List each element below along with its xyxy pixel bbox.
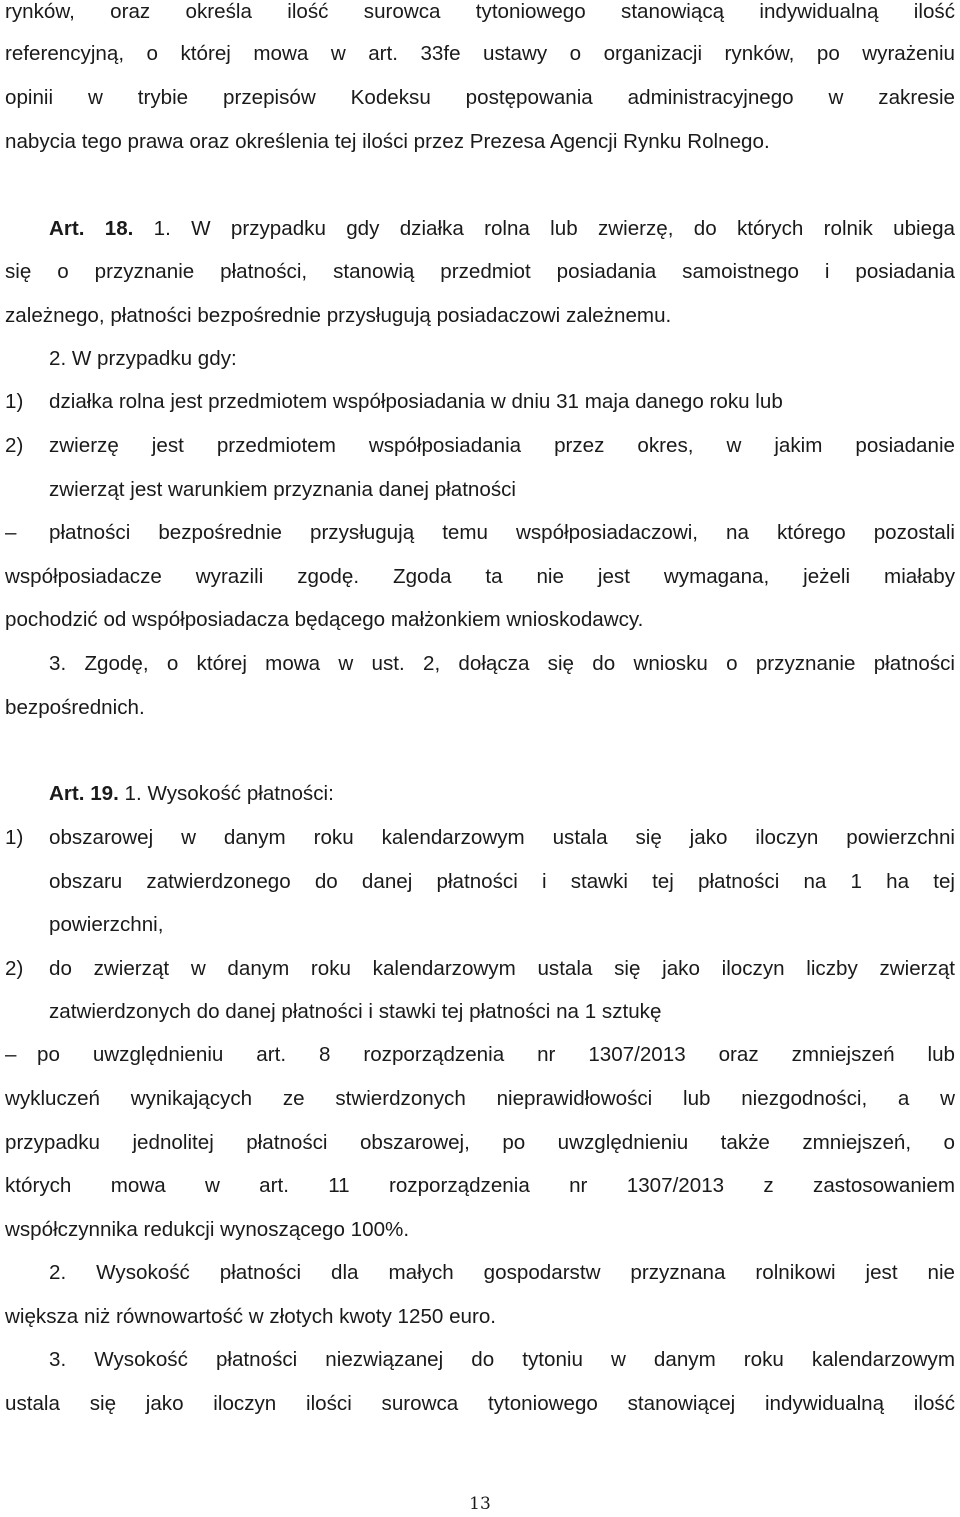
dash-marker: – (5, 1043, 17, 1066)
list-item-continuation: zatwierdzonych do danej płatności i stawki tej płatności na 1 sztukę (49, 1000, 662, 1023)
paragraph-line: po uwzględnieniu art. 8 rozporządzenia nr 1307/2013 oraz zmniejszeń lub (37, 1043, 955, 1066)
paragraph-line: rynków, oraz określa ilość surowca tytoniowego stanowiącą indywidualną ilość (5, 0, 955, 23)
list-item-continuation: powierzchni, (49, 913, 164, 936)
article-18-first-line (49, 217, 955, 241)
paragraph-line: pochodzić od współposiadacza będącego małżonkiem wnioskodawcy. (5, 608, 644, 631)
article-19-label: Art. 19. (49, 782, 119, 805)
paragraph-line: 3. Zgodę, o której mowa w ust. 2, dołącza się do wniosku o przyznanie płatności (49, 652, 955, 675)
page-number: 13 (469, 1494, 491, 1514)
paragraph-line: referencyjną, o której mowa w art. 33fe ustawy o organizacji rynków, po wyrażeniu (5, 42, 955, 65)
list-marker: 1) (5, 390, 24, 413)
paragraph-line: współposiadacze wyrazili zgodę. Zgoda ta nie jest wymagana, jeżeli miałaby (5, 565, 955, 588)
list-item-continuation: obszaru zatwierdzonego do danej płatności i stawki tej płatności na 1 ha tej (49, 870, 955, 893)
article-19-first-line (49, 782, 955, 806)
paragraph-line: wykluczeń wynikających ze stwierdzonych nieprawidłowości lub niezgodności, a w (5, 1087, 955, 1110)
paragraph-line: płatności bezpośrednie przysługują temu współposiadaczowi, na którego pozostali (49, 521, 955, 544)
paragraph-line: większa niż równowartość w złotych kwoty 1250 euro. (5, 1305, 497, 1328)
paragraph-line: nabycia tego prawa oraz określenia tej ilości przez Prezesa Agencji Rynku Rolnego. (5, 130, 770, 153)
paragraph-line: przypadku jednolitej płatności obszarowej, po uwzględnieniu także zmniejszeń, o (5, 1131, 955, 1154)
list-marker: 2) (5, 434, 24, 457)
paragraph-line: 3. Wysokość płatności niezwiązanej do tytoniu w danym roku kalendarzowym (49, 1348, 955, 1371)
paragraph-line: współczynnika redukcji wynoszącego 100%. (5, 1218, 410, 1241)
paragraph-line: bezpośrednich. (5, 696, 145, 719)
list-item: obszarowej w danym roku kalendarzowym ustala się jako iloczyn powierzchni (49, 826, 955, 849)
dash-marker: – (5, 521, 17, 544)
paragraph-line: zależnego, płatności bezpośrednie przysługują posiadaczowi zależnemu. (5, 304, 672, 327)
list-item: działka rolna jest przedmiotem współposiadania w dniu 31 maja danego roku lub (49, 390, 783, 413)
list-marker: 2) (5, 957, 24, 980)
article-18-label: Art. 18. (49, 217, 134, 240)
paragraph-line: się o przyznanie płatności, stanowią przedmiot posiadania samoistnego i posiadania (5, 260, 955, 283)
paragraph-text: 1. Wysokość płatności: (118, 782, 334, 805)
paragraph-line: 2. Wysokość płatności dla małych gospodarstw przyznana rolnikowi jest nie (49, 1261, 955, 1284)
paragraph-line: których mowa w art. 11 rozporządzenia nr 1307/2013 z zastosowaniem (5, 1174, 955, 1197)
list-marker: 1) (5, 826, 24, 849)
paragraph-line: 2. W przypadku gdy: (49, 347, 237, 370)
list-item-continuation: zwierząt jest warunkiem przyznania danej płatności (49, 478, 517, 501)
paragraph-line: opinii w trybie przepisów Kodeksu postępowania administracyjnego w zakresie (5, 86, 955, 109)
paragraph-text: 1. W przypadku gdy działka rolna lub zwierzę, do których rolnik ubiega (133, 217, 955, 240)
list-item: zwierzę jest przedmiotem współposiadania przez okres, w jakim posiadanie (49, 434, 955, 457)
paragraph-line: ustala się jako iloczyn ilości surowca tytoniowego stanowiącej indywidualną ilość (5, 1392, 955, 1415)
list-item: do zwierząt w danym roku kalendarzowym ustala się jako iloczyn liczby zwierząt (49, 957, 955, 980)
